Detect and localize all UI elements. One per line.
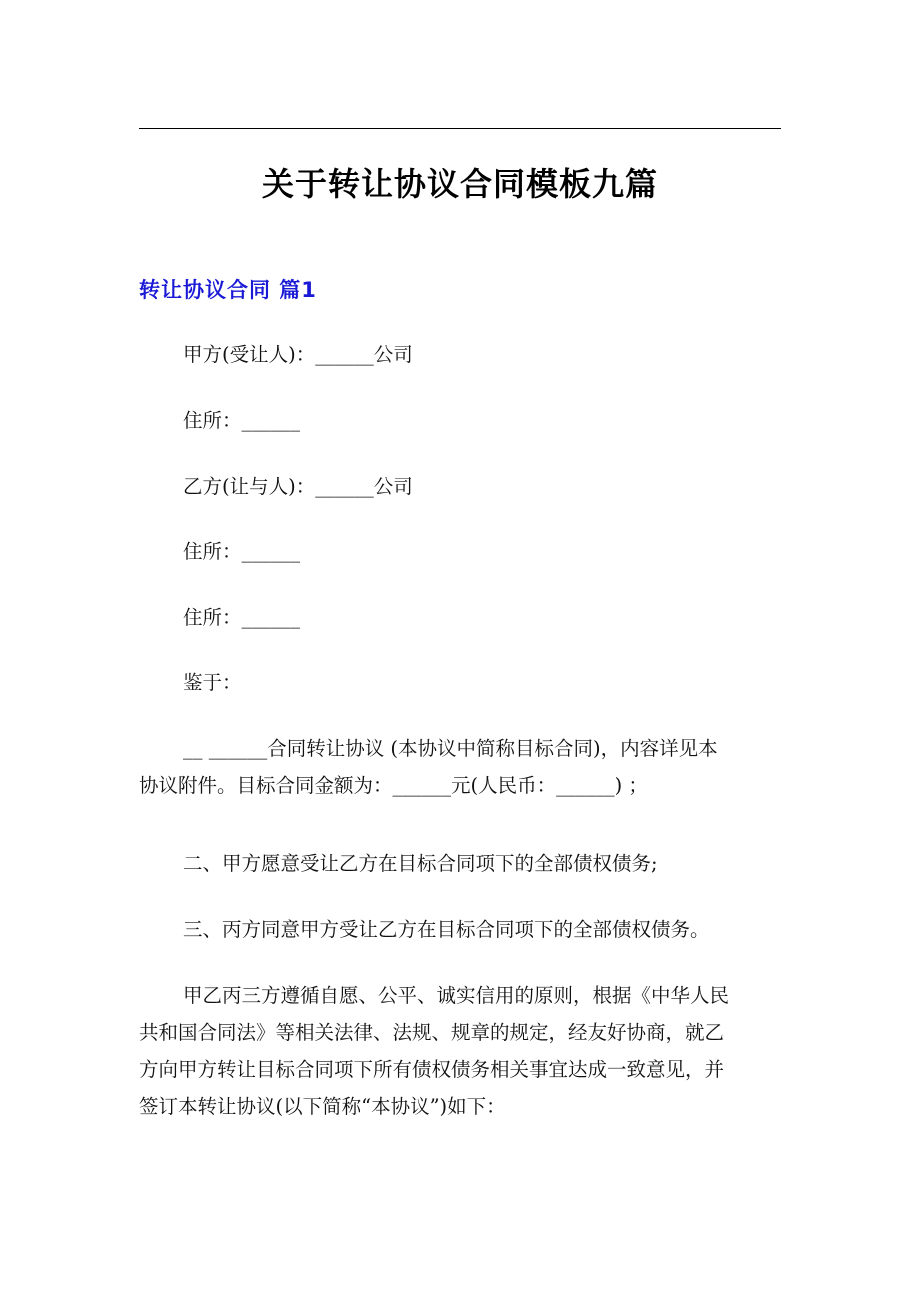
agreement-line-4: 签订本转让协议(以下简称“本协议”)如下： xyxy=(139,1095,506,1118)
clause-3: 三、丙方同意甲方受让乙方在目标合同项下的全部债权债务。 xyxy=(183,918,710,941)
party-b-address: 住所：______ xyxy=(183,540,301,563)
agreement-line-1: 甲乙丙三方遵循自愿、公平、诚实信用的原则，根据《中华人民 xyxy=(183,984,730,1007)
section-heading: 转让协议合同 篇1 xyxy=(139,278,317,302)
document-title: 关于转让协议合同模板九篇 xyxy=(261,165,658,203)
party-a-address: 住所：______ xyxy=(183,409,301,432)
clause-2: 二、甲方愿意受让乙方在目标合同项下的全部债权债务; xyxy=(183,852,658,875)
agreement-paragraph xyxy=(139,977,789,1125)
agreement-line-2: 共和国合同法》等相关法律、法规、规章的规定，经友好协商，就乙 xyxy=(139,1021,725,1044)
party-b-line: 乙方(让与人)：______公司 xyxy=(183,475,413,498)
agreement-line-3: 方向甲方转让目标合同项下所有债权债务相关事宜达成一致意见，并 xyxy=(139,1058,725,1081)
header-rule xyxy=(139,128,781,129)
party-c-address: 住所：______ xyxy=(183,606,301,629)
clause-1-line-2: 协议附件。目标合同金额为：______元(人民币：______) ； xyxy=(139,774,648,797)
party-a-line: 甲方(受让人)：______公司 xyxy=(183,343,413,366)
clause-1 xyxy=(139,730,789,804)
clause-1-line-1: __ ______合同转让协议 (本协议中简称目标合同)，内容详见本 xyxy=(183,737,718,760)
whereas-label: 鉴于： xyxy=(183,671,242,694)
